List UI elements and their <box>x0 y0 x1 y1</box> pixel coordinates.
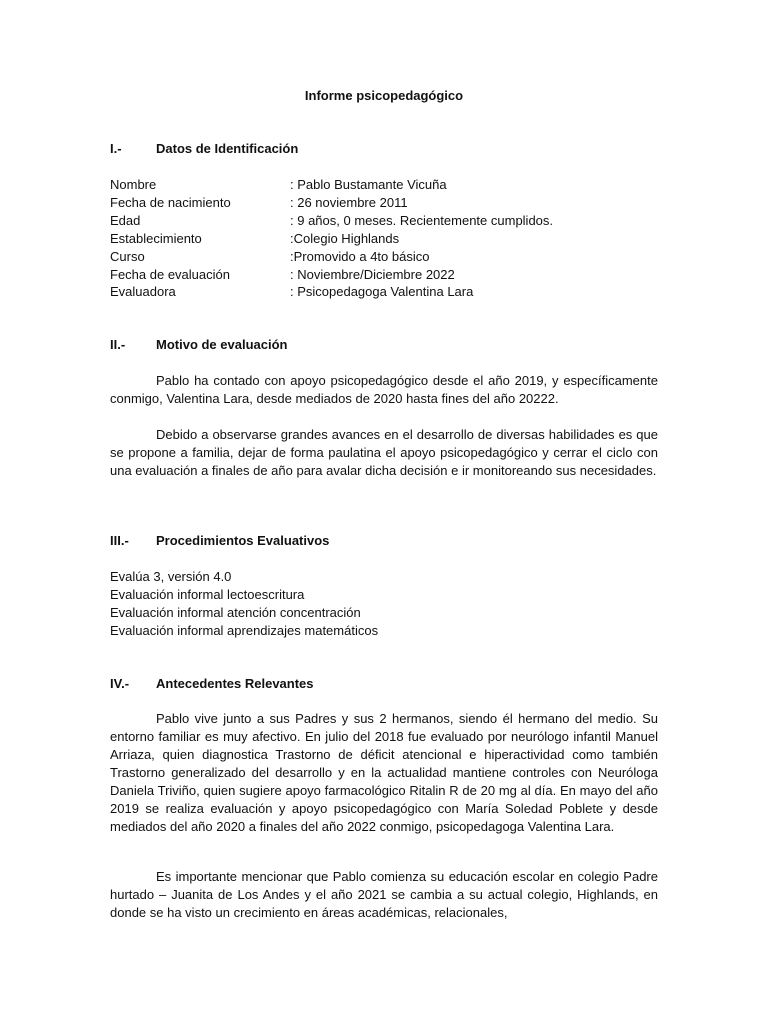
list-item: Evaluación informal atención concentración <box>110 605 361 620</box>
identification-label: Fecha de nacimiento <box>110 194 231 210</box>
antecedentes-paragraph: Pablo vive junto a sus Padres y sus 2 hermanos, siendo él hermano del medio. Su entorno familiar es muy afectivo. En julio del 2018 fue evaluado por neurólogo infantil Manuel Arriaza, quien diagnostica Trastorno de déficit atencional e hiperactividad como también Trastorno generalizado del desarrollo y en la actualidad mantiene controles con Neuróloga Daniela Triviño, quien sugiere apoyo farmacológico Ritalin R de 20 mg al día. En mayo del año 2019 se realiza evaluación y apoyo psicopedagógico con María Soledad Poblete y desde mediados del año 2020 a finales del año 2022 conmigo, psicopedagoga Valentina Lara. <box>110 711 658 834</box>
list-item: Evaluación informal lectoescritura <box>110 587 305 602</box>
identification-row <box>110 212 658 230</box>
document-page <box>110 0 658 1024</box>
section-title: Procedimientos Evaluativos <box>156 533 330 548</box>
identification-value: : Noviembre/Diciembre 2022 <box>290 266 455 282</box>
list-item: Evaluación informal aprendizajes matemáticos <box>110 623 379 638</box>
identification-row <box>110 283 658 301</box>
identification-label: Nombre <box>110 177 157 192</box>
procedimientos-list <box>110 568 658 640</box>
section-heading-motivo <box>110 336 658 354</box>
identification-row <box>110 266 658 284</box>
section-heading-procedimientos <box>110 532 658 550</box>
section-title: Datos de Identificación <box>156 141 299 156</box>
section-heading-identificacion <box>110 140 658 158</box>
identification-row <box>110 194 658 212</box>
identification-row <box>110 248 658 266</box>
section-number: I.- <box>110 141 122 156</box>
identification-label: Curso <box>110 248 145 264</box>
identification-row <box>110 176 658 194</box>
identification-label: Fecha de evaluación <box>110 266 230 282</box>
section-title: Motivo de evaluación <box>156 337 288 352</box>
section-number: IV.- <box>110 676 130 691</box>
identification-label: Establecimiento <box>110 230 202 246</box>
identification-value: : 9 años, 0 meses. Recientemente cumplidos. <box>290 212 554 228</box>
antecedentes-paragraph: Es importante mencionar que Pablo comienza su educación escolar en colegio Padre hurtado – Juanita de Los Andes y el año 2021 se cambia a su actual colegio, Highlands, en donde se ha visto un crecimiento en áreas académicas, relacionales, <box>110 869 658 920</box>
identification-label: Evaluadora <box>110 284 176 300</box>
identification-value: : 26 noviembre 2011 <box>290 194 408 210</box>
identification-table <box>110 176 658 301</box>
identification-value: :Colegio Highlands <box>290 230 400 246</box>
identification-value: :Promovido a 4to básico <box>290 248 430 264</box>
motivo-paragraph: Debido a observarse grandes avances en el desarrollo de diversas habilidades es que se propone a familia, dejar de forma paulatina el apoyo psicopedagógico y cerrar el ciclo con una evaluación a finales de año para avalar dicha decisión e ir monitoreando sus necesidades. <box>110 427 658 478</box>
list-item: Evalúa 3, versión 4.0 <box>110 569 232 584</box>
document-title: Informe psicopedagógico <box>304 88 464 103</box>
identification-value: : Pablo Bustamante Vicuña <box>290 177 447 192</box>
motivo-paragraph: Pablo ha contado con apoyo psicopedagógico desde el año 2019, y específicamente conmigo, Valentina Lara, desde mediados de 2020 hasta fines del año 20222. <box>110 373 658 406</box>
section-heading-antecedentes <box>110 675 658 693</box>
section-number: II.- <box>110 337 126 352</box>
identification-value: : Psicopedagoga Valentina Lara <box>290 284 474 300</box>
identification-label: Edad <box>110 212 141 228</box>
identification-row <box>110 230 658 248</box>
section-title: Antecedentes Relevantes <box>156 676 314 691</box>
section-number: III.- <box>110 533 129 548</box>
